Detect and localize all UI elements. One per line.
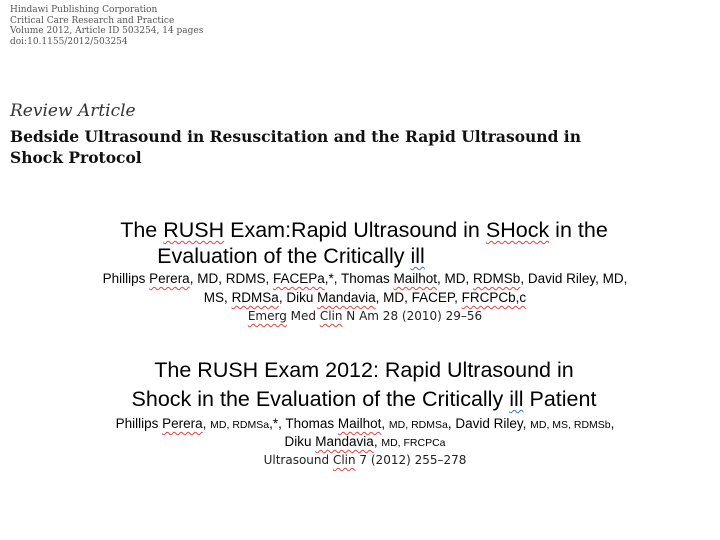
ill-word: ill <box>509 387 524 411</box>
paper1-title-line1: The RUSH Exam:Rapid Ultrasound in SHock in the <box>120 218 608 242</box>
publisher-line: Hindawi Publishing Corporation <box>10 5 158 15</box>
paper2-citation: Ultrasound Clin 7 (2012) 255–278 <box>263 453 467 467</box>
paper2-title-line2: Shock in the Evaluation of the Critically ill Patient <box>131 387 597 411</box>
volume-line: Volume 2012, Article ID 503254, 14 pages <box>10 26 204 36</box>
review-title-line2: Shock Protocol <box>10 148 142 167</box>
paper1-authors-line1: Phillips Perera, MD, RDMS, FACEPa,*, Thomas Mailhot, MD, RDMSb, David Riley, MD, <box>102 271 628 286</box>
rush-word: RUSH <box>163 218 225 242</box>
paper2-authors-line1: Phillips Perera, MD, RDMSa,*, Thomas Mailhot, MD, RDMSa, David Riley, MD, MS, RDMSb, <box>115 416 615 431</box>
review-article-label: Review Article <box>10 101 136 121</box>
paper1-citation: Emerg Med Clin N Am 28 (2010) 29–56 <box>247 309 483 323</box>
review-article-title <box>10 126 581 168</box>
paper1-authors-line2: MS, RDMSa, Diku Mandavia, MD, FACEP, FRCPCb,c <box>203 290 527 305</box>
journal-header <box>10 5 203 47</box>
doi-line: doi:10.1155/2012/503254 <box>10 36 128 47</box>
ill-word: ill <box>410 244 425 268</box>
review-title-line1: Bedside Ultrasound in Resuscitation and the Rapid Ultrasound in <box>10 127 581 146</box>
paper1-title-line2: Evaluation of the Critically ill <box>157 244 425 268</box>
paper2-title-line1: The RUSH Exam 2012: Rapid Ultrasound in <box>154 358 574 382</box>
journal-line: Critical Care Research and Practice <box>10 15 175 26</box>
paper2-authors-line2: Diku Mandavia, MD, FRCPCa <box>284 434 446 449</box>
shock-word: SHock <box>485 218 550 242</box>
